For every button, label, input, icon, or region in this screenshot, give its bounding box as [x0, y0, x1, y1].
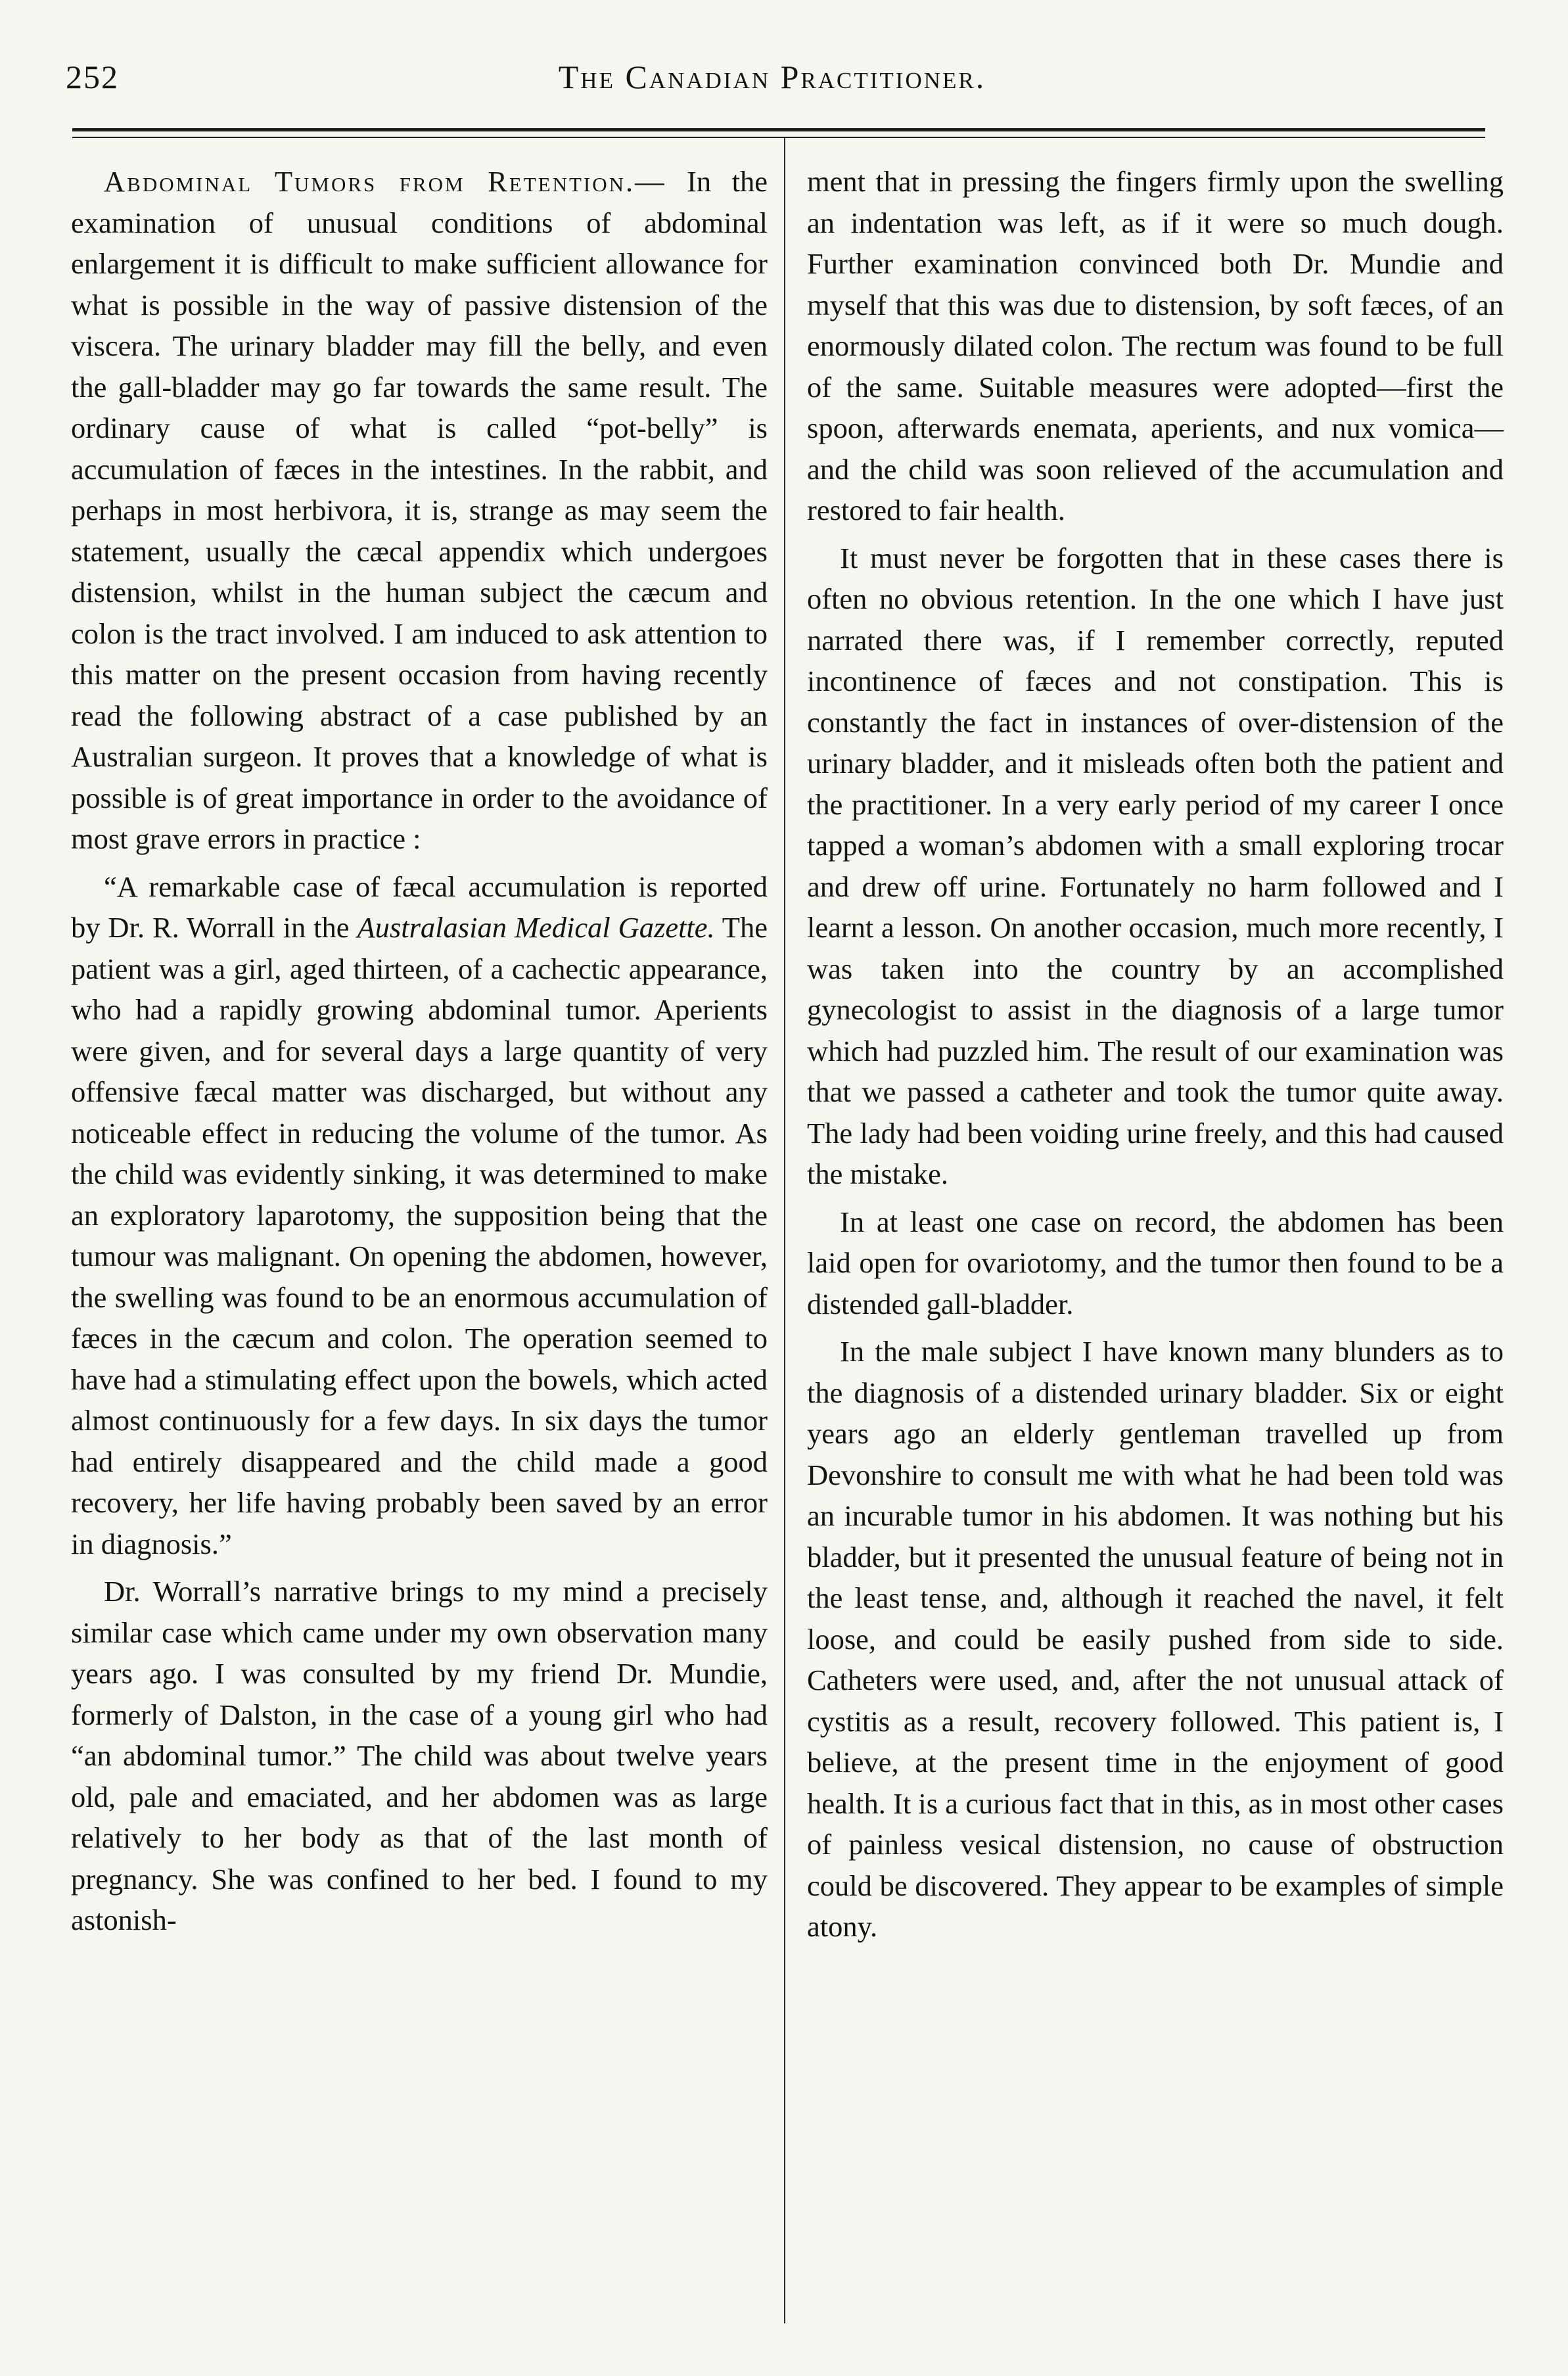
running-title: The Canadian Practitioner. — [558, 58, 986, 95]
header-rule-thin — [72, 137, 1485, 138]
paragraph-worrall-quote — [71, 866, 768, 1565]
section-heading: Abdominal Tumors from Retention.— — [104, 165, 666, 198]
page-header — [66, 58, 1479, 117]
page-number: 252 — [66, 58, 119, 95]
header-rule-thick — [72, 128, 1485, 131]
left-column — [71, 161, 768, 1947]
paragraph-male-subject: In the male subject I have known many blunders as to the diagnosis of a distended urinary bladder. Six or eight years ago an elderly gentleman travelled up from Devonshire to consult me with what he had been told was an incurable tumor in his abdomen. It was nothing but his bladder, but it presented the unusual feature of being not in the least tense, and, although it reached the navel, it felt loose, and could be easily pushed from side to side. Catheters were used, and, after the not unusual attack of cystitis as a result, recovery followed. This patient is, I believe, at the present time in the enjoyment of good health. It is a curious fact that in this, as in most other cases of painless vesical distension, no cause of obstruction could be discovered. They appear to be examples of simple atony. — [807, 1335, 1504, 1943]
paragraph-ovariotomy: In at least one case on record, the abdomen has been laid open for ovariotomy, and the tumor then found to be a distended gall-bladder. — [807, 1205, 1504, 1320]
paragraph-abdominal-tumors — [71, 161, 768, 860]
quote-text-after: The patient was a girl, aged thirteen, of a cachectic appearance, who had a rapidly growing abdominal tumor. Aperients were given, and for several days a large quantity of very offensive fæcal matter was discharged, but without any noticeable effect in reducing the volume of the tumor. As the child was evidently sinking, it was determined to make an exploratory laparotomy, the supposition being that the tumour was malignant. On opening the abdomen, however, the swelling was found to be an enormous accumulation of fæces in the cæcum and colon. The operation seemed to have had a stimulating effect upon the bowels, which acted almost continuously for a few days. In six days the tumor had entirely disappeared and the child made a good recovery, her life having probably been saved by an error in diagnosis.” — [71, 911, 768, 1560]
column-divider — [784, 138, 785, 2323]
paragraph-mundie-case: Dr. Worrall’s narrative brings to my mind a precisely similar case which came under my own observation many years ago. I was consulted by my friend Dr. Mundie, formerly of Dalston, in the case of a young girl who had “an abdominal tumor.” The child was about twelve years old, pale and emaciated, and her abdomen was as large relatively to her body as that of the last month of pregnancy. She was confined to her bed. I found to my astonish- — [71, 1575, 768, 1936]
quote-text-before: “A remarkable case of fæcal accumulation is reported by Dr. R. Worrall in the — [71, 870, 768, 944]
journal-title: Australasian Medical Gazette. — [357, 911, 715, 944]
paragraph-no-obvious-retention: It must never be forgotten that in these cases there is often no obvious retention. In the one which I have just narrated there was, if I remember correctly, reputed incontinence of fæces and not constipation. This is constantly the fact in instances of over-distension of the urinary bladder, and it misleads often both the patient and the practitioner. In a very early period of my career I once tapped a woman’s abdomen with a small exploring trocar and drew off urine. Fortunately no harm followed and I learnt a lesson. On another occasion, much more recently, I was taken into the country by an accomplished gynecologist to assist in the diagnosis of a large tumor which had puzzled him. The result of our examination was that we passed a catheter and took the tumor quite away. The lady had been voiding urine freely, and this had caused the mistake. — [807, 541, 1504, 1190]
paragraph-text: In the examination of unusual conditions of abdominal enlargement it is difficult to make sufficient allowance for what is possible in the way of passive distension of the viscera. The urinary bladder may fill the belly, and even the gall-bladder may go far towards the same result. The ordinary cause of what is called “pot-belly” is accumulation of fæces in the intestines. In the rabbit, and perhaps in most herbivora, it is, strange as may seem the statement, usually the cæcal appendix which undergoes distension, whilst in the human subject the cæcum and colon is the tract involved. I am induced to ask attention to this matter on the present occasion from having recently read the following abstract of a case published by an Australian surgeon. It proves that a knowledge of what is possible is of great importance in order to the avoidance of most grave errors in practice : — [71, 165, 768, 855]
paragraph-continuation: ment that in pressing the fingers firmly upon the swelling an indentation was left, as if it were so much dough. Further examination convinced both Dr. Mundie and myself that this was due to distension, by soft fæces, of an enormously dilated colon. The rectum was found to be full of the same. Suitable measures were adopted—first the spoon, afterwards enemata, aperients, and nux vomica—and the child was soon relieved of the accumulation and restored to fair health. — [807, 165, 1504, 526]
right-column — [807, 161, 1504, 1954]
